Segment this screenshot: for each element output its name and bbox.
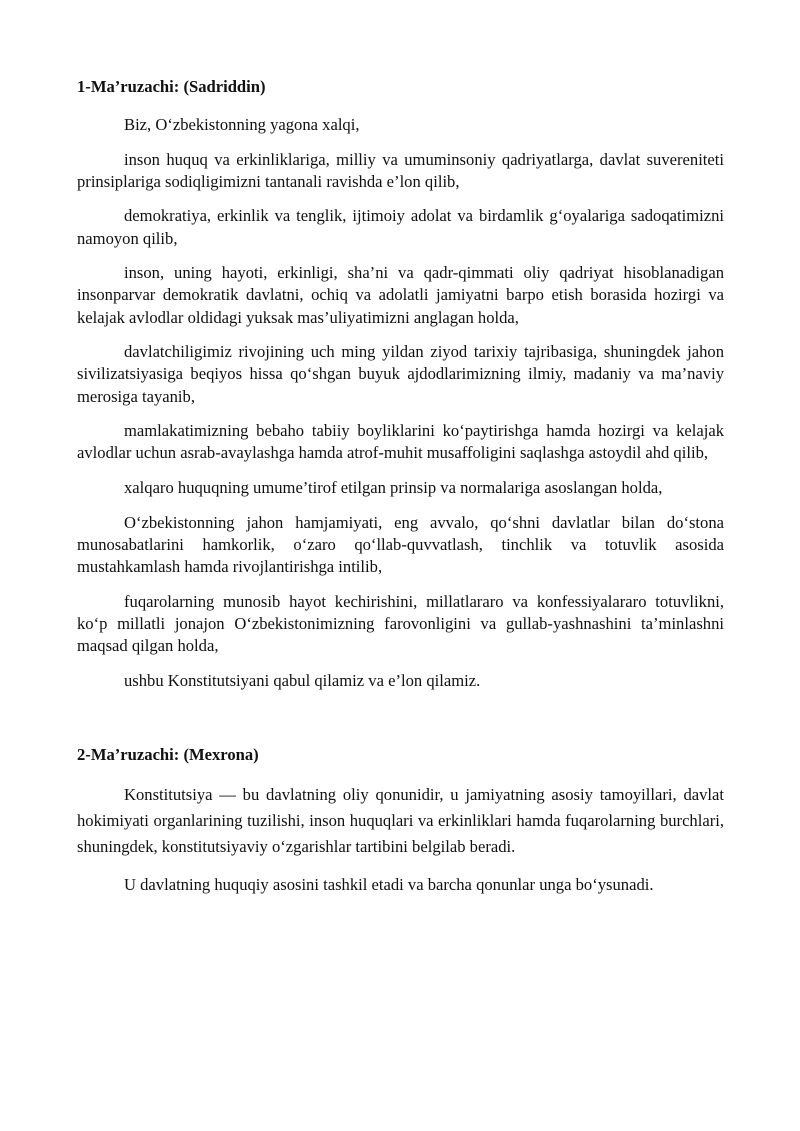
paragraph: inson huquq va erkinliklariga, milliy va umuminsoniy qadriyatlarga, davlat suvereniteti prinsiplariga sodiqligimizni tantanali ravishda e’lon qilib, [77, 149, 724, 191]
speaker-section-1 [77, 76, 724, 692]
paragraph: U davlatning huquqiy asosini tashkil etadi va barcha qonunlar unga bo‘ysunadi. [124, 874, 654, 894]
paragraph: ushbu Konstitutsiyani qabul qilamiz va e’lon qilamiz. [124, 670, 481, 690]
speaker-heading: 2-Ma’ruzachi: (Mexrona) [77, 744, 259, 764]
paragraph: O‘zbekistonning jahon hamjamiyati, eng avvalo, qo‘shni davlatlar bilan do‘stona munosabatlarini hamkorlik, o‘zaro qo‘llab-quvvatlash, tinchlik va totuvlik asosida mustahkamlash hamda rivojlantirishga intilib, [77, 512, 724, 576]
paragraph: demokratiya, erkinlik va tenglik, ijtimoiy adolat va birdamlik g‘oyalariga sadoqatimizni namoyon qilib, [77, 206, 724, 248]
paragraph: fuqarolarning munosib hayot kechirishini, millatlararo va konfessiyalararo totuvlikni, ko‘p millatli jonajon O‘zbekistonimizning farovonligini va gullab-yashnashini ta’minlashni maqsad qilgan holda, [77, 591, 724, 655]
speaker-section-2 [77, 744, 724, 898]
speaker-heading: 1-Ma’ruzachi: (Sadriddin) [77, 77, 266, 96]
paragraph: Biz, O‘zbekistonning yagona xalqi, [124, 115, 360, 134]
paragraph: Konstitutsiya — bu davlatning oliy qonunidir, u jamiyatning asosiy tamoyillari, davlat hokimiyati organlarining tuzilishi, inson huquqlari va erkinliklari hamda fuqarolarning burchlari, shuningdek, konstitutsiyaviy o‘zgarishlar tartibini belgilab beradi. [77, 784, 724, 856]
document-page [77, 76, 724, 910]
paragraph: davlatchiligimiz rivojining uch ming yildan ziyod tarixiy tajribasiga, shuningdek jahon sivilizatsiyasiga beqiyos hissa qo‘shgan buyuk ajdodlarimizning ilmiy, madaniy va ma’naviy merosiga tayanib, [77, 342, 724, 406]
paragraph: xalqaro huquqning umume’tirof etilgan prinsip va normalariga asoslangan holda, [124, 477, 663, 497]
paragraph: mamlakatimizning bebaho tabiiy boyliklarini ko‘paytirishga hamda hozirgi va kelajak avlodlar uchun asrab-avaylashga hamda atrof-muhit musaffoligini saqlashga astoydil ahd qilib, [77, 421, 724, 463]
paragraph: inson, uning hayoti, erkinligi, sha’ni va qadr-qimmati oliy qadriyat hisoblanadigan insonparvar demokratik davlatni, ochiq va adolatli jamiyatni barpo etish borasida hozirgi va kelajak avlodlar oldidagi yuksak mas’uliyatimizni anglagan holda, [77, 263, 724, 327]
